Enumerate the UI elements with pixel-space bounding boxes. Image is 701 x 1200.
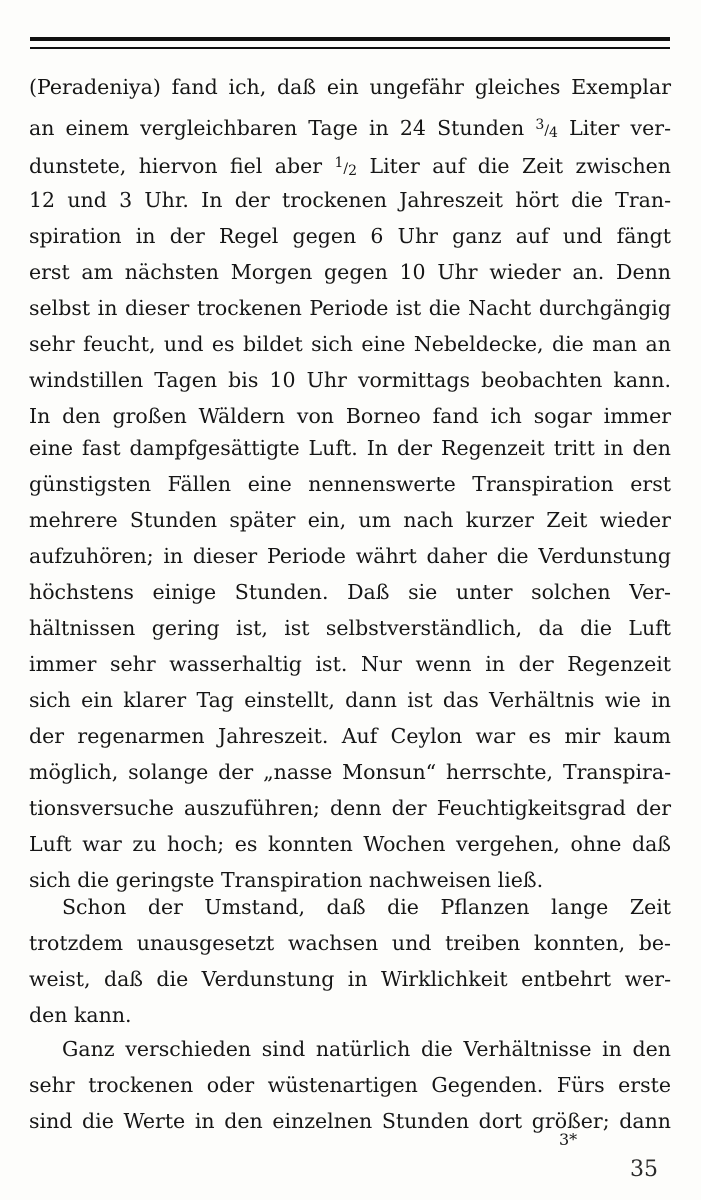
text-line: spiration in der Regel gegen 6 Uhr ganz auf und fängt: [29, 224, 671, 248]
text-line: Ganz verschieden sind natürlich die Verhältnisse in den: [62, 1037, 671, 1061]
text-line: weist, daß die Verdunstung in Wirklichkeit entbehrt wer-: [29, 967, 671, 991]
text-line: 12 und 3 Uhr. In der trockenen Jahreszeit hört die Tran-: [29, 188, 671, 212]
fraction-numerator: 3: [535, 117, 545, 133]
text-line: Schon der Umstand, daß die Pflanzen lange Zeit: [62, 895, 671, 919]
text-line: immer sehr wasserhaltig ist. Nur wenn in der Regenzeit: [29, 652, 671, 676]
text-line: windstillen Tagen bis 10 Uhr vormittags beobachten kann.: [29, 368, 671, 392]
line-segment: Liter auf die Zeit zwischen: [369, 154, 671, 178]
text-line: hältnissen gering ist, ist selbstverständlich, da die Luft: [29, 616, 671, 640]
text-line: (Peradeniya) fand ich, daß ein ungefähr gleiches Exemplar: [29, 75, 671, 99]
text-line: günstigsten Fällen eine nennenswerte Transpiration erst: [29, 472, 671, 496]
fraction: 3/4: [535, 117, 558, 141]
text-line: sich ein klarer Tag einstellt, dann ist das Verhältnis wie in: [29, 688, 671, 712]
text-line: erst am nächsten Morgen gegen 10 Uhr wieder an. Denn: [29, 260, 671, 284]
text-line: [29, 146, 671, 180]
fraction-numerator: 1: [334, 155, 344, 171]
text-line: In den großen Wäldern von Borneo fand ich sogar immer: [29, 404, 671, 428]
fraction-denominator: 2: [348, 163, 358, 179]
text-line: möglich, solange der „nasse Monsun“ herrschte, Transpira-: [29, 760, 671, 784]
text-line: aufzuhören; in dieser Periode währt daher die Verdunstung: [29, 544, 671, 568]
text-line: den kann.: [29, 1003, 132, 1027]
text-line: sehr feucht, und es bildet sich eine Nebeldecke, die man an: [29, 332, 671, 356]
text-line: [29, 108, 671, 142]
text-line: der regenarmen Jahreszeit. Auf Ceylon war es mir kaum: [29, 724, 671, 748]
text-line: mehrere Stunden später ein, um nach kurzer Zeit wieder: [29, 508, 671, 532]
text-line: sich die geringste Transpiration nachweisen ließ.: [29, 868, 544, 892]
text-line: trotzdem unausgesetzt wachsen und treiben konnten, be-: [29, 931, 671, 955]
fraction: 1/2: [334, 155, 358, 179]
header-rule-thick: [30, 37, 670, 41]
line-segment: an einem vergleichbaren Tage in 24 Stunden: [29, 116, 525, 140]
fraction-denominator: 4: [549, 125, 558, 141]
text-line: sehr trockenen oder wüstenartigen Gegenden. Fürs erste: [29, 1073, 671, 1097]
text-line: tionsversuche auszuführen; denn der Feuchtigkeitsgrad der: [29, 796, 671, 820]
text-line: selbst in dieser trockenen Periode ist die Nacht durchgängig: [29, 296, 671, 320]
signature-mark: 3*: [559, 1130, 578, 1149]
text-line: eine fast dampfgesättigte Luft. In der Regenzeit tritt in den: [29, 436, 671, 460]
text-line: höchstens einige Stunden. Daß sie unter solchen Ver-: [29, 580, 671, 604]
text-line: Luft war zu hoch; es konnten Wochen vergehen, ohne daß: [29, 832, 671, 856]
page-number: 35: [630, 1157, 658, 1182]
line-segment: Liter ver-: [569, 116, 671, 140]
line-segment: dunstete, hiervon fiel aber: [29, 154, 323, 178]
header-rule-thin: [30, 47, 670, 49]
text-line: sind die Werte in den einzelnen Stunden dort größer; dann: [29, 1109, 671, 1133]
